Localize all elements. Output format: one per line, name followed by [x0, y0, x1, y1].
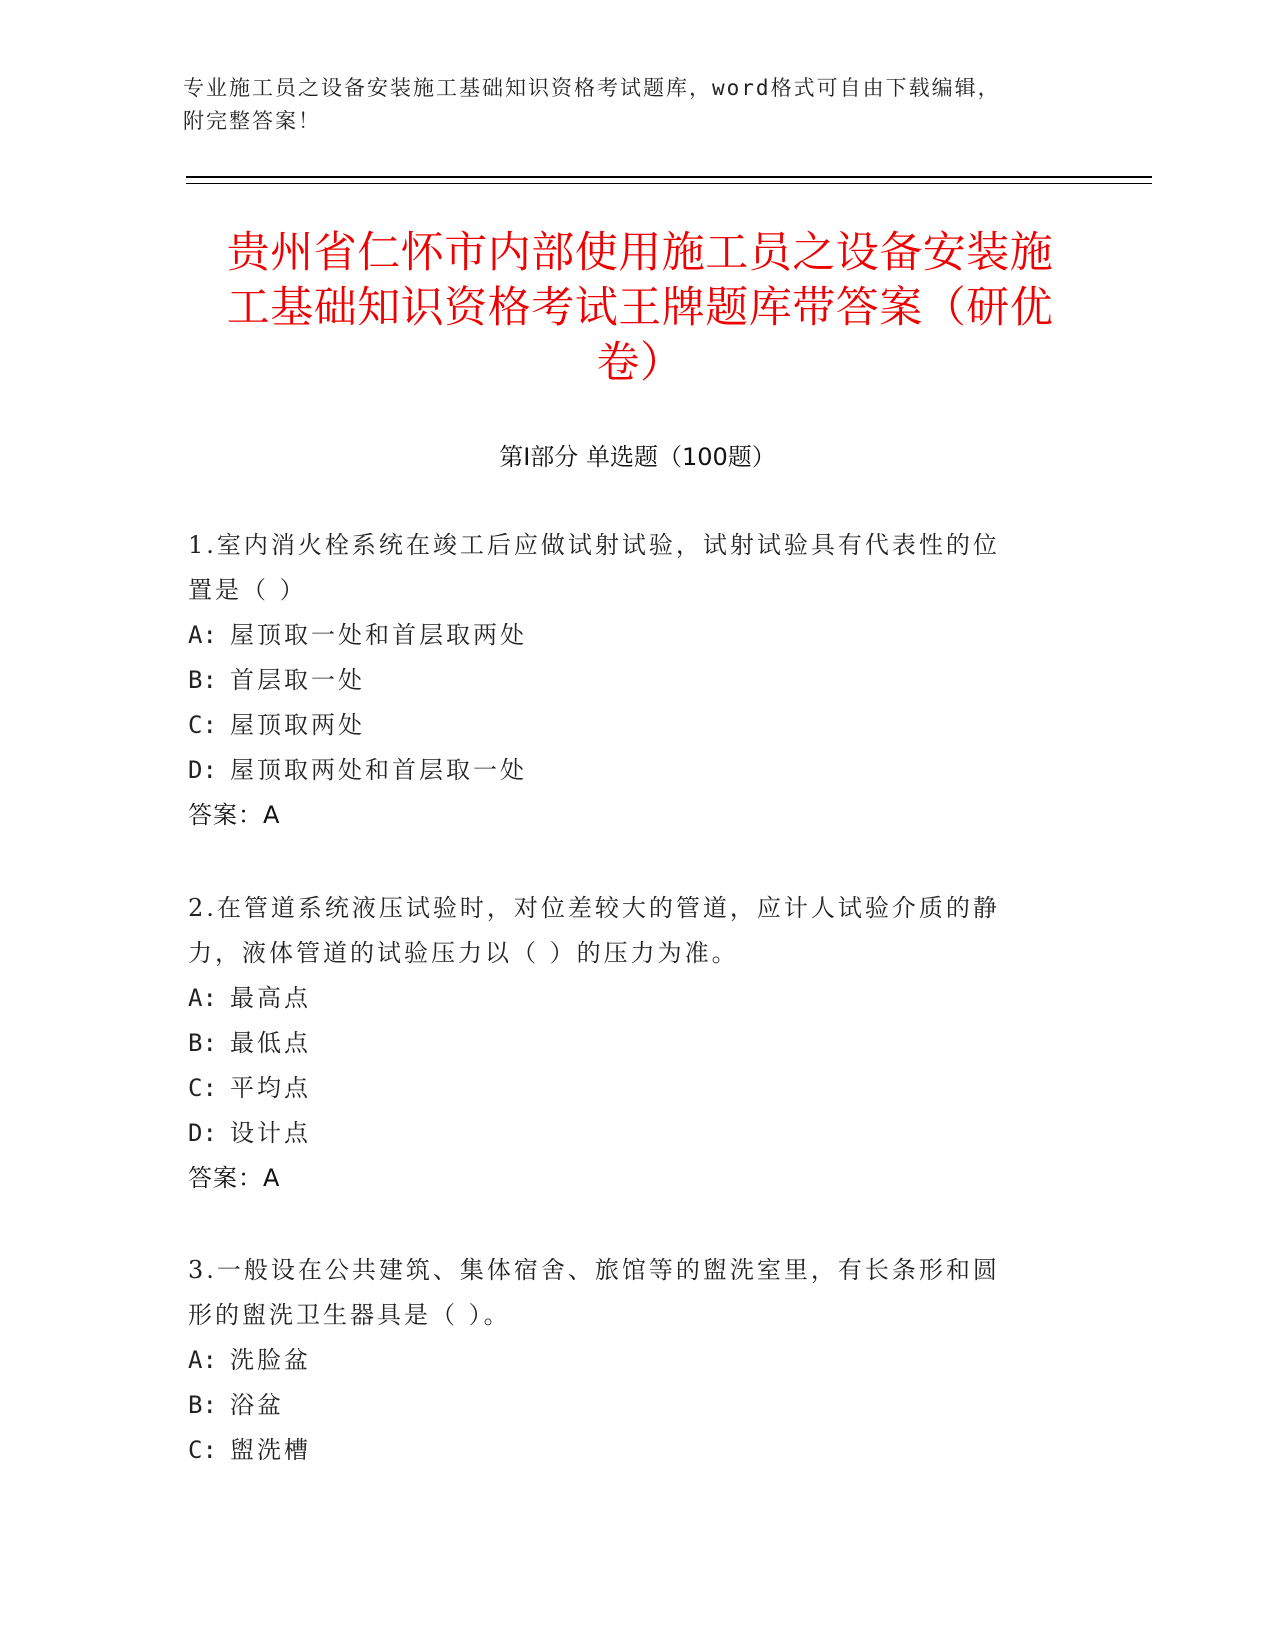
option-a [188, 1338, 1078, 1383]
option-text: 首层取一处 [230, 666, 365, 694]
document-title-line: 贵州省仁怀市内部使用施工员之设备安装施 [226, 228, 1054, 278]
answer-line: 答案：A [188, 1164, 281, 1192]
option-d [188, 748, 1078, 793]
header-note-line: 附完整答案！ [183, 109, 321, 133]
option-text: 设计点 [230, 1119, 311, 1147]
document-title [190, 226, 1090, 391]
question-stem-line: 2.在管道系统液压试验时，对位差较大的管道，应计人试验介质的静 [188, 894, 1000, 922]
option-key: D: [188, 1119, 217, 1147]
question-stem-line: 形的盥洗卫生器具是（ ）。 [188, 1301, 511, 1329]
option-text: 屋顶取两处和首层取一处 [230, 756, 527, 784]
option-text: 最低点 [230, 1029, 311, 1057]
option-key: C: [188, 1436, 217, 1464]
option-key: B: [188, 1391, 217, 1419]
option-key: B: [188, 666, 217, 694]
question-item [188, 1248, 1078, 1473]
option-text: 盥洗槽 [230, 1436, 311, 1464]
option-text: 屋顶取一处和首层取两处 [230, 621, 527, 649]
option-b [188, 658, 1078, 703]
option-c [188, 703, 1078, 748]
question-item [188, 523, 1078, 838]
question-stem [188, 1248, 1078, 1338]
document-title-line: 工基础知识资格考试王牌题库带答案（研优 [226, 283, 1054, 333]
option-text: 屋顶取两处 [230, 711, 365, 739]
header-divider-thin [186, 183, 1152, 184]
option-key: B: [188, 1029, 217, 1057]
option-a [188, 976, 1078, 1021]
document-title-line: 卷） [596, 338, 684, 388]
question-stem-line: 1.室内消火栓系统在竣工后应做试射试验，试射试验具有代表性的位 [188, 531, 1000, 559]
option-text: 浴盆 [230, 1391, 284, 1419]
header-divider-thick [186, 176, 1152, 178]
header-note [183, 72, 1073, 138]
option-key: A: [188, 621, 217, 649]
option-c [188, 1428, 1078, 1473]
question-item [188, 886, 1078, 1201]
question-stem [188, 523, 1078, 613]
option-key: A: [188, 1346, 217, 1374]
option-key: D: [188, 756, 217, 784]
option-c [188, 1066, 1078, 1111]
option-key: C: [188, 1074, 217, 1102]
option-key: C: [188, 711, 217, 739]
option-a [188, 613, 1078, 658]
answer-line: 答案：A [188, 801, 281, 829]
option-b [188, 1383, 1078, 1428]
option-d [188, 1111, 1078, 1156]
header-note-line: 专业施工员之设备安装施工基础知识资格考试题库，word格式可自由下载编辑， [183, 76, 1001, 100]
question-stem [188, 886, 1078, 976]
question-stem-line: 置是（ ） [188, 576, 307, 604]
question-stem-line: 3.一般设在公共建筑、集体宿舍、旅馆等的盥洗室里，有长条形和圆 [188, 1256, 1000, 1284]
question-stem-line: 力，液体管道的试验压力以（ ）的压力为准。 [188, 939, 739, 967]
option-text: 最高点 [230, 984, 311, 1012]
option-text: 洗脸盆 [230, 1346, 311, 1374]
option-b [188, 1021, 1078, 1066]
option-key: A: [188, 984, 217, 1012]
option-text: 平均点 [230, 1074, 311, 1102]
section-title: 第Ⅰ部分 单选题（100题） [499, 443, 776, 471]
